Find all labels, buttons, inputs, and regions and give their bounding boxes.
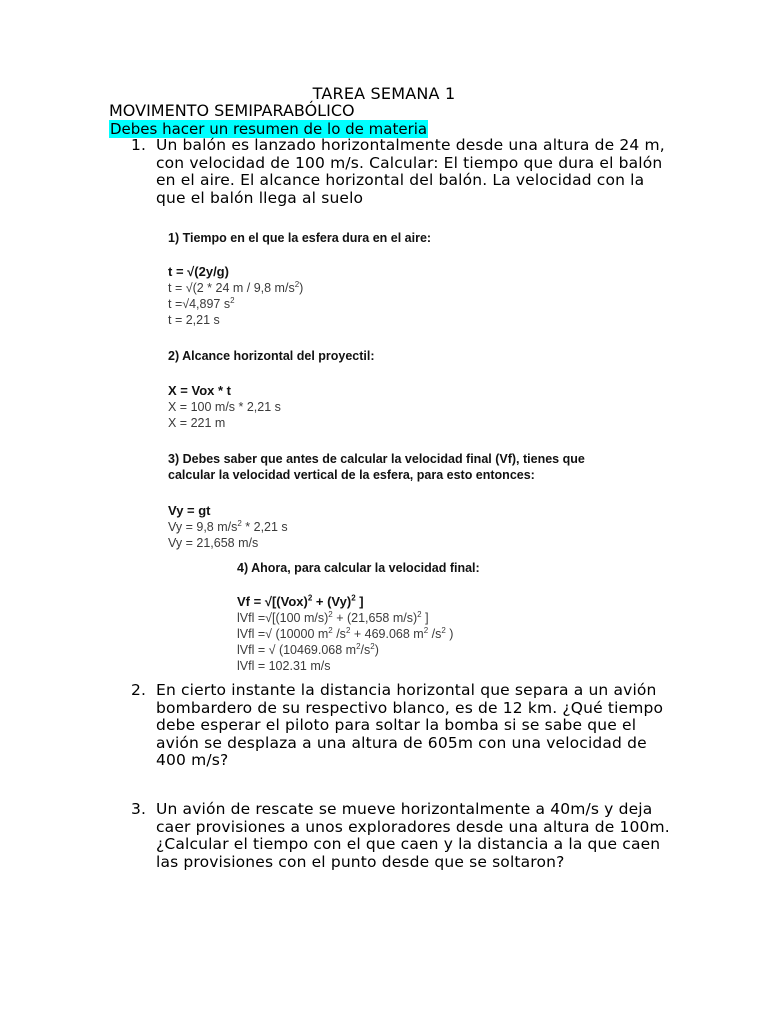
question-number: 1. <box>131 136 147 154</box>
solution-step-1-work <box>168 264 303 328</box>
solution-step-4 <box>237 560 480 576</box>
question-number: 2. <box>131 681 147 699</box>
work-line: X = 100 m/s * 2,21 s <box>168 400 281 414</box>
solution-step-2-work <box>168 383 281 431</box>
step-heading: calcular la velocidad vertical de la esfera, para esto entonces: <box>168 468 535 482</box>
work-line: lVfl =√[(100 m/s)$^2$ + (21,658 m/s)$^2$ ] <box>237 609 429 625</box>
formula: t = √(2y/g) <box>168 264 229 279</box>
work-line: Vy = 9,8 $m/s^2 * 2,21$ s <box>168 518 288 534</box>
solution-step-3 <box>168 451 585 483</box>
work-line: X = 221 m <box>168 416 226 430</box>
formula: X = Vox * t <box>168 383 231 398</box>
work-line: lVfl = 102.31 m/s <box>237 659 331 673</box>
work-line: Vy = 21,658 m/s <box>168 536 259 550</box>
solution-step-4-work <box>237 594 453 674</box>
formula: $Vf = √[(Vox)^2 + (Vy)^2$ ] <box>237 593 364 609</box>
question-text: En cierto instante la distancia horizontal que separa a un avión bombardero de su respectivo blanco, es de 12 km. ¿Qué tiempo debe esperar el piloto para soltar la bomba si se sabe que el avión se desplaza a una altura de 605m con una velocidad de 400 m/s? <box>156 681 664 769</box>
step-heading: 2) Alcance horizontal del proyectil: <box>168 349 375 363</box>
highlighted-note: Debes hacer un resumen de lo de materia <box>110 120 428 138</box>
work-line: t = √(2 * 24 m / 9,8 $m/s^2$) <box>168 279 304 295</box>
formula: Vy = gt <box>168 503 211 518</box>
question-text: Un balón es lanzado horizontalmente desde una altura de 24 m, con velocidad de 100 m/s. Calcular: El tiempo que dura el balón en el aire. El alcance horizontal del balón. La velocidad con la que el balón llega al suelo <box>156 136 665 207</box>
step-heading: 3) Debes saber que antes de calcular la velocidad final (Vf), tienes que <box>168 452 585 466</box>
step-heading: 1) Tiempo en el que la esfera dura en el aire: <box>168 231 432 245</box>
page-title: TAREA SEMANA 1 <box>312 84 456 103</box>
question-text: Un avión de rescate se mueve horizontalmente a 40m/s y deja caer provisiones a unos exploradores desde una altura de 100m. ¿Calcular el tiempo con el que caen y la distancia a la que caen las provisiones con el punto desde que se soltaron? <box>156 800 670 871</box>
page-subtitle: MOVIMENTO SEMIPARABÓLICO <box>109 101 355 120</box>
step-heading: 4) Ahora, para calcular la velocidad final: <box>237 561 480 575</box>
work-line: lVfl =√ (10000 $m^2$ $/s^2 + 469.068$ $m^2$ $/s^2$ ) <box>237 625 454 641</box>
work-line: t =√4,897 $s^2$ <box>168 295 235 311</box>
question-number: 3. <box>131 800 147 818</box>
work-line: lVfl = √ (10469.068 $m^2/s^2$) <box>237 641 379 657</box>
solution-step-1 <box>168 230 431 246</box>
solution-step-3-work <box>168 503 288 551</box>
solution-step-2 <box>168 348 375 364</box>
work-line: t = 2,21 s <box>168 313 220 327</box>
